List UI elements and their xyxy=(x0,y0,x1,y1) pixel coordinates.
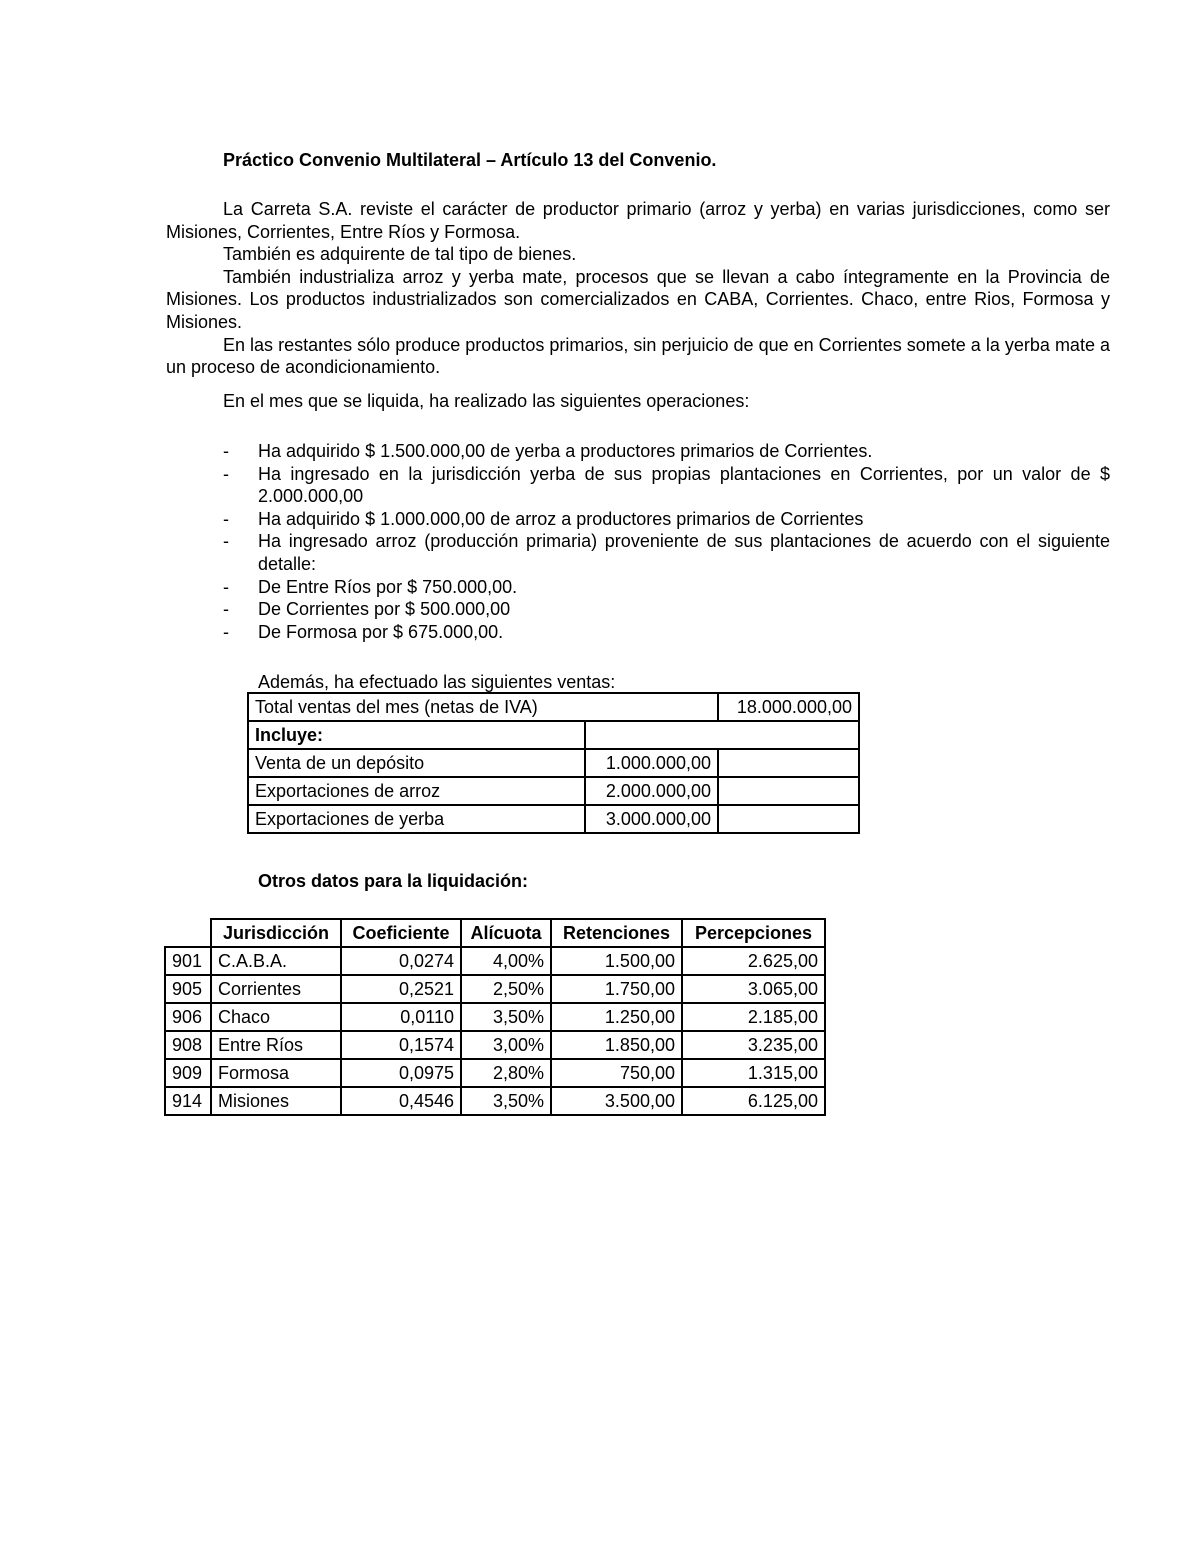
jurisdicciones-table xyxy=(164,918,826,1116)
venta-item-label: Venta de un depósito xyxy=(248,749,585,777)
list-item xyxy=(223,576,1110,599)
bullet-dash: - xyxy=(223,531,229,552)
jurisdiccion-code: 901 xyxy=(165,947,211,975)
table-row xyxy=(165,1031,825,1059)
jurisdiccion-name: Chaco xyxy=(211,1003,341,1031)
bullet-dash: - xyxy=(223,599,229,620)
otros-datos-label: Otros datos para la liquidación: xyxy=(258,871,529,891)
coeficiente-value: 0,0975 xyxy=(341,1059,461,1087)
total-ventas-value: 18.000.000,00 xyxy=(718,693,859,721)
paragraph-operations-intro: En el mes que se liquida, ha realizado las siguientes operaciones: xyxy=(223,391,750,411)
list-item xyxy=(223,440,1110,463)
coeficiente-value: 0,0110 xyxy=(341,1003,461,1031)
operation-text: De Formosa por $ 675.000,00. xyxy=(258,621,504,642)
table-header-row xyxy=(165,919,825,947)
retenciones-value: 1.250,00 xyxy=(551,1003,682,1031)
bullet-dash: - xyxy=(223,576,229,597)
venta-item-label: Exportaciones de yerba xyxy=(248,805,585,833)
venta-item-label: Exportaciones de arroz xyxy=(248,777,585,805)
empty-cell xyxy=(585,721,859,749)
table-row xyxy=(165,1059,825,1087)
coeficiente-value: 0,2521 xyxy=(341,975,461,1003)
empty-cell xyxy=(165,919,211,947)
operation-text: Ha adquirido $ 1.000.000,00 de arroz a productores primarios de Corrientes xyxy=(258,508,864,529)
list-item xyxy=(223,530,1110,575)
retenciones-value: 750,00 xyxy=(551,1059,682,1087)
list-item xyxy=(223,598,1110,621)
alicuota-value: 3,50% xyxy=(461,1003,551,1031)
percepciones-value: 3.235,00 xyxy=(682,1031,825,1059)
table-row xyxy=(248,777,859,805)
paragraph-producer: La Carreta S.A. reviste el carácter de productor primario (arroz y yerba) en varias jurisdicciones, como ser Misiones, Corrientes, Entre Ríos y Formosa. xyxy=(166,199,1110,242)
retenciones-value: 1.850,00 xyxy=(551,1031,682,1059)
jurisdiccion-name: Misiones xyxy=(211,1087,341,1115)
paragraph-industrializes: También industrializa arroz y yerba mate, procesos que se llevan a cabo íntegramente en la Provincia de Misiones. Los productos industrializados son comercializados en CABA, Corrientes. Chaco, entre Rios, Formosa y Misiones. xyxy=(166,266,1110,332)
jurisdiccion-code: 914 xyxy=(165,1087,211,1115)
list-item xyxy=(223,621,1110,644)
percepciones-value: 3.065,00 xyxy=(682,975,825,1003)
paragraph-remaining: En las restantes sólo produce productos primarios, sin perjuicio de que en Corrientes somete a la yerba mate a un proceso de acondicionamiento. xyxy=(166,334,1110,378)
percepciones-value: 1.315,00 xyxy=(682,1059,825,1087)
jurisdiccion-name: Corrientes xyxy=(211,975,341,1003)
table-row xyxy=(165,975,825,1003)
intro-paragraphs xyxy=(166,198,1110,379)
table-row xyxy=(248,693,859,721)
operation-text: De Entre Ríos por $ 750.000,00. xyxy=(258,576,518,597)
jurisdiccion-name: Entre Ríos xyxy=(211,1031,341,1059)
includes-label: Incluye: xyxy=(248,721,585,749)
jurisdiccion-code: 906 xyxy=(165,1003,211,1031)
header-jurisdiccion: Jurisdicción xyxy=(211,919,341,947)
alicuota-value: 3,50% xyxy=(461,1087,551,1115)
alicuota-value: 2,50% xyxy=(461,975,551,1003)
percepciones-value: 6.125,00 xyxy=(682,1087,825,1115)
ventas-table xyxy=(247,692,860,834)
header-alicuota: Alícuota xyxy=(461,919,551,947)
venta-item-value: 1.000.000,00 xyxy=(585,749,718,777)
retenciones-value: 1.750,00 xyxy=(551,975,682,1003)
alicuota-value: 3,00% xyxy=(461,1031,551,1059)
operations-intro-block xyxy=(166,390,1110,413)
list-item xyxy=(223,463,1110,508)
jurisdiccion-name: C.A.B.A. xyxy=(211,947,341,975)
empty-cell xyxy=(718,805,859,833)
list-item xyxy=(223,508,1110,531)
retenciones-value: 1.500,00 xyxy=(551,947,682,975)
table-row xyxy=(248,805,859,833)
table-row xyxy=(165,947,825,975)
header-coeficiente: Coeficiente xyxy=(341,919,461,947)
operation-text: Ha ingresado en la jurisdicción yerba de sus propias plantaciones en Corrientes, por un valor de $ 2.000.000,00 xyxy=(258,463,1110,507)
alicuota-value: 2,80% xyxy=(461,1059,551,1087)
bullet-dash: - xyxy=(223,508,229,529)
header-percepciones: Percepciones xyxy=(682,919,825,947)
venta-item-value: 3.000.000,00 xyxy=(585,805,718,833)
retenciones-value: 3.500,00 xyxy=(551,1087,682,1115)
bullet-dash: - xyxy=(223,441,229,461)
table-row xyxy=(248,749,859,777)
coeficiente-value: 0,0274 xyxy=(341,947,461,975)
coeficiente-value: 0,4546 xyxy=(341,1087,461,1115)
percepciones-value: 2.625,00 xyxy=(682,947,825,975)
jurisdiccion-code: 908 xyxy=(165,1031,211,1059)
jurisdiccion-name: Formosa xyxy=(211,1059,341,1087)
operation-text: Ha ingresado arroz (producción primaria) proveniente de sus plantaciones de acuerdo con el siguiente detalle: xyxy=(258,531,1110,574)
operation-text: Ha adquirido $ 1.500.000,00 de yerba a productores primarios de Corrientes. xyxy=(258,441,873,461)
total-ventas-label: Total ventas del mes (netas de IVA) xyxy=(248,693,718,721)
header-retenciones: Retenciones xyxy=(551,919,682,947)
percepciones-value: 2.185,00 xyxy=(682,1003,825,1031)
document-title: Práctico Convenio Multilateral – Artículo 13 del Convenio. xyxy=(223,150,717,170)
bullet-dash: - xyxy=(223,621,229,642)
operations-list xyxy=(223,440,1110,643)
jurisdiccion-code: 909 xyxy=(165,1059,211,1087)
venta-item-value: 2.000.000,00 xyxy=(585,777,718,805)
alicuota-value: 4,00% xyxy=(461,947,551,975)
empty-cell xyxy=(718,749,859,777)
table-row xyxy=(248,721,859,749)
paragraph-acquirer: También es adquirente de tal tipo de bienes. xyxy=(223,244,577,265)
coeficiente-value: 0,1574 xyxy=(341,1031,461,1059)
bullet-dash: - xyxy=(223,463,229,484)
jurisdiccion-code: 905 xyxy=(165,975,211,1003)
operation-text: De Corrientes por $ 500.000,00 xyxy=(258,599,511,620)
table-row xyxy=(165,1087,825,1115)
ventas-label: Además, ha efectuado las siguientes ventas: xyxy=(258,672,616,692)
empty-cell xyxy=(718,777,859,805)
table-row xyxy=(165,1003,825,1031)
